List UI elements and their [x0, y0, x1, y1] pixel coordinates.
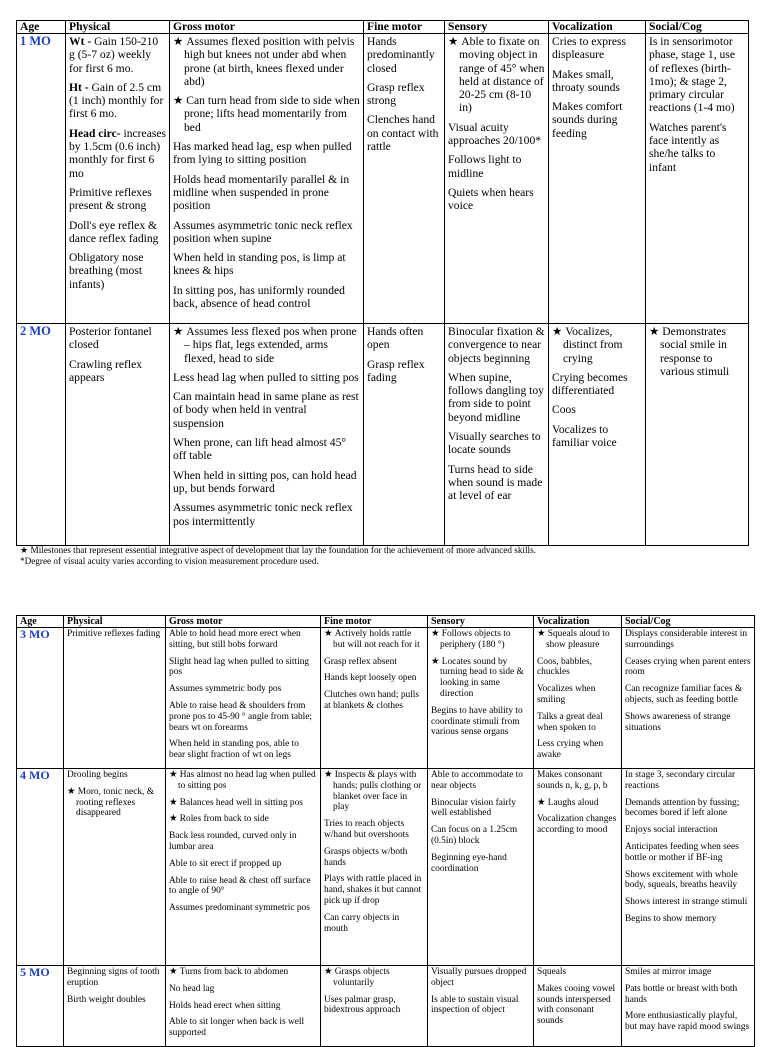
- milestone-item: Has marked head lag, esp when pulled from lying to sitting position: [173, 140, 352, 167]
- age-cell: 2 MO: [17, 324, 66, 546]
- header-sensory: Sensory: [445, 21, 549, 34]
- milestone-item: Enjoys social interaction: [625, 825, 718, 836]
- vocalization-cell: [534, 628, 622, 769]
- milestone-item: Coos, babbles, chuckles: [537, 656, 592, 678]
- sensory-cell: [428, 965, 534, 1046]
- milestone-item: Turns head to side when sound is made at level of ear: [448, 462, 543, 503]
- milestone-item: Follows light to midline: [448, 153, 522, 180]
- milestone-item: Binocular vision fairly well established: [431, 797, 516, 819]
- milestone-item-starred: ★ Grasps objects voluntarily: [324, 967, 424, 989]
- milestone-item: Holds head momentarily parallel & in midline when suspended in prone position: [173, 172, 350, 213]
- header-physical: Physical: [66, 21, 170, 34]
- fine-motor-cell: [321, 965, 428, 1046]
- milestone-item: Tries to reach objects w/hand but overshoots: [324, 819, 409, 840]
- table-header-row: [17, 21, 749, 34]
- milestone-item: Grasp reflex fading: [367, 357, 425, 384]
- milestone-item: Visually pursues dropped object: [431, 966, 527, 988]
- header-age: Age: [17, 21, 66, 34]
- milestone-item: Visual acuity approaches 20/100*: [448, 120, 542, 148]
- milestone-item-starred: ★ Actively holds rattle but will not reach for it: [324, 629, 424, 651]
- milestone-item: Able to sit erect if propped up: [169, 858, 282, 869]
- physical-cell: [66, 34, 170, 324]
- milestone-item: Displays considerable interest in surroundings: [625, 629, 748, 650]
- milestone-item: Plays with rattle placed in hand, shakes it but cannot pick up if drop: [324, 874, 422, 906]
- milestone-item: Shows interest in strange stimuli: [625, 897, 748, 908]
- milestone-item: Begins to have ability to coordinate stimuli from various sense organs: [431, 705, 523, 738]
- sensory-cell: [428, 628, 534, 769]
- milestone-item: Visually searches to locate sounds: [448, 430, 541, 457]
- social-cog-cell: [646, 34, 749, 324]
- milestone-item: Makes cooing vowel sounds interspersed with consonant sounds: [537, 983, 616, 1027]
- milestone-item: Can carry objects in mouth: [324, 912, 400, 934]
- gross-motor-cell: [166, 628, 321, 769]
- milestone-item-starred: ★ Locates sound by turning head to side & looking in same direction: [431, 657, 530, 700]
- milestone-item-starred: ★ Laughs aloud: [537, 798, 618, 809]
- milestone-item: Makes comfort sounds during feeding: [552, 100, 623, 140]
- sensory-cell: [445, 324, 549, 546]
- header-social-cog: Social/Cog: [622, 616, 755, 628]
- milestone-item: Talks a great deal when spoken to: [537, 711, 603, 733]
- table-row: [17, 965, 755, 1046]
- milestone-item: Wt - Gain 150-210 g (5-7 oz) weekly for first 6 mo.: [69, 35, 159, 75]
- milestone-item-starred: ★ Vocalizes, distinct from crying: [552, 325, 642, 365]
- age-cell: 1 MO: [17, 34, 66, 324]
- vocalization-cell: [549, 324, 646, 546]
- item-label: Wt -: [69, 35, 95, 48]
- milestone-item: Ceases crying when parent enters room: [625, 656, 751, 678]
- milestone-item-starred: ★ Follows objects to periphery (180 °): [431, 629, 530, 651]
- milestone-item: Grasps objects w/both hands: [324, 846, 408, 868]
- milestone-item: Grasp reflex strong: [367, 80, 425, 108]
- milestone-item: Makes consonant sounds n, k, g, p, b: [537, 769, 608, 791]
- milestone-item: Watches parent's face intently as she/he talks to infant: [649, 120, 727, 174]
- milestone-item: Able to accommodate to near objects: [431, 769, 523, 791]
- gross-motor-cell: [170, 324, 364, 546]
- physical-cell: [64, 965, 166, 1046]
- milestone-item: Clenches hand on contact with rattle: [367, 113, 439, 154]
- table-row: [17, 628, 755, 769]
- milestone-item: Birth weight doubles: [67, 994, 146, 1005]
- milestone-item: Grasp reflex absent: [324, 656, 397, 667]
- milestone-item: Vocalizes when smiling: [537, 684, 596, 705]
- milestone-item-starred: ★ Turns from back to abdomen: [169, 967, 317, 978]
- age-cell: 3 MO: [17, 628, 64, 769]
- footnote-star: ★ Milestones that represent essential integrative aspect of development that lay the foundation for the achievement of more advanced skills.: [20, 545, 748, 556]
- milestone-item: Hands predominantly closed: [367, 35, 435, 75]
- milestone-item: When held in standing pos, able to bear slight fraction of wt on legs: [169, 739, 299, 761]
- footnote-asterisk: *Degree of visual acuity varies according to vision measurement procedure used.: [20, 556, 319, 566]
- header-physical: Physical: [64, 616, 166, 628]
- milestone-item-starred: ★ Has almost no head lag when pulled to sitting pos: [169, 770, 317, 792]
- social-cog-cell: [622, 768, 755, 965]
- header-fine-motor: Fine motor: [364, 21, 445, 34]
- milestone-item: Able to hold head more erect when sitting, but still bobs forward: [169, 629, 301, 650]
- gross-motor-cell: [166, 768, 321, 965]
- milestone-item: Cries to express displeasure: [552, 35, 627, 62]
- social-cog-cell: [646, 324, 749, 546]
- physical-cell: [66, 324, 170, 546]
- milestone-item: Hands kept loosely open: [324, 673, 417, 684]
- milestone-item: When prone, can lift head almost 45° off table: [173, 436, 347, 463]
- milestone-item: Primitive reflexes present & strong: [69, 185, 152, 213]
- milestone-item: Back less rounded, curved only in lumbar area: [169, 831, 297, 852]
- milestone-item: In stage 3, secondary circular reactions: [625, 769, 736, 791]
- milestone-item: Smiles at mirror image: [625, 966, 712, 977]
- header-social-cog: Social/Cog: [646, 21, 749, 34]
- social-cog-cell: [622, 965, 755, 1046]
- milestone-item: More enthusiastically playful, but may have rapid mood swings: [625, 1011, 750, 1033]
- milestone-item: Pats bottle or breast with both hands: [625, 983, 738, 1005]
- milestone-item-starred: ★ Inspects & plays with hands; pulls clothing or blanket over face in play: [324, 770, 424, 813]
- milestone-item: In sitting pos, has uniformly rounded back, absence of head control: [173, 283, 345, 311]
- table-row: [17, 324, 749, 546]
- header-sensory: Sensory: [428, 616, 534, 628]
- milestone-item: Primitive reflexes fading: [67, 629, 161, 639]
- milestone-item: Assumes asymmetric tonic neck reflex pos intermittently: [173, 501, 353, 528]
- header-fine-motor: Fine motor: [321, 616, 428, 628]
- table-row: [17, 34, 749, 324]
- milestone-item: Hands often open: [367, 325, 424, 352]
- header-gross-motor: Gross motor: [166, 616, 321, 628]
- milestone-item: Able to raise head & chest off surface to angle of 90°: [169, 875, 311, 897]
- milestone-item: Quiets when hears voice: [448, 185, 534, 213]
- milestone-item: When held in sitting pos, can hold head up, but bends forward: [173, 468, 357, 495]
- header-vocalization: Vocalization: [549, 21, 646, 34]
- header-age: Age: [17, 616, 64, 628]
- milestone-item: Beginning signs of tooth eruption: [67, 966, 160, 988]
- fine-motor-cell: [321, 628, 428, 769]
- milestone-item-starred: ★ Can turn head from side to side when prone; lifts head momentarily from bed: [173, 94, 360, 134]
- fine-motor-cell: [364, 324, 445, 546]
- milestone-item: Ht - Gain of 2.5 cm (1 inch) monthly for first 6 mo.: [69, 80, 164, 121]
- milestone-item: Vocalization changes according to mood: [537, 814, 617, 836]
- milestone-item: Binocular fixation & convergence to near objects beginning: [448, 325, 545, 365]
- social-cog-cell: [622, 628, 755, 769]
- milestone-item: Makes small, throaty sounds: [552, 67, 620, 94]
- milestone-item: No head lag: [169, 983, 215, 994]
- milestone-item: Crawling reflex appears: [69, 357, 143, 384]
- milestone-item: Assumes predominant symmetric pos: [169, 903, 310, 914]
- milestone-item: Can recognize familiar faces & objects, such as feeding bottle: [625, 684, 743, 705]
- milestone-item: Holds head erect when sitting: [169, 1000, 281, 1011]
- fine-motor-cell: [321, 768, 428, 965]
- milestone-item: Is able to sustain visual inspection of object: [431, 994, 519, 1016]
- milestone-item-starred: ★ Assumes flexed position with pelvis high but knees not under abd when prone (at birth, knees flexed under abd): [173, 35, 360, 88]
- fine-motor-cell: [364, 34, 445, 324]
- milestone-item: Is in sensorimotor phase, stage 1, use of reflexes (birth-1mo); & stage 2, primary circular reactions (1-4 mo): [649, 35, 735, 115]
- milestones-table-1: [16, 20, 749, 546]
- age-cell: 4 MO: [17, 768, 64, 965]
- milestone-item: Uses palmar grasp, bidextrous approach: [324, 994, 401, 1016]
- milestones-table-2: [16, 615, 755, 1047]
- age-cell: 5 MO: [17, 965, 64, 1046]
- milestone-item-starred: ★ Balances head well in sitting pos: [169, 798, 317, 809]
- milestone-item: Less head lag when pulled to sitting pos: [173, 370, 359, 384]
- gross-motor-cell: [166, 965, 321, 1046]
- header-vocalization: Vocalization: [534, 616, 622, 628]
- gross-motor-cell: [170, 34, 364, 324]
- item-label: Ht -: [69, 80, 92, 94]
- milestone-item: Anticipates feeding when sees bottle or mother if BF-ing: [625, 841, 739, 863]
- physical-cell: [64, 628, 166, 769]
- milestone-item: Obligatory nose breathing (most infants): [69, 251, 144, 291]
- milestone-item: Assumes asymmetric tonic neck reflex position when supine: [173, 218, 353, 245]
- milestone-item: Demands attention by fussing; becomes bored if left alone: [625, 797, 740, 819]
- milestone-item: Posterior fontanel closed: [69, 325, 152, 352]
- milestone-item: Beginning eye-hand coordination: [431, 852, 507, 874]
- milestone-item: Squeals: [537, 966, 567, 977]
- milestone-item-starred: ★ Roles from back to side: [169, 814, 317, 825]
- milestone-item: Shows awareness of strange situations: [625, 711, 731, 733]
- milestone-item: Doll's eye reflex & dance reflex fading: [69, 218, 159, 245]
- sensory-cell: [428, 768, 534, 965]
- table-header-row: [17, 616, 755, 628]
- milestone-item: Able to raise head & shoulders from prone pos to 45-90 ° angle from table; bears wt on forearms: [169, 700, 313, 733]
- physical-cell: [64, 768, 166, 965]
- milestone-item: Can focus on a 1.25cm (0.5in) block: [431, 825, 518, 846]
- milestone-item: Can maintain head in same plane as rest of body when held in ventral suspension: [173, 390, 359, 430]
- milestone-item-starred: ★ Assumes less flexed pos when prone – hips flat, legs extended, arms flexed, head to side: [173, 325, 360, 365]
- footnotes: [20, 545, 748, 567]
- milestone-item-starred: ★ Able to fixate on moving object in range of 45° when held at distance of 20-25 cm (8-10 in): [448, 35, 545, 115]
- milestone-item: When supine, follows dangling toy from side to point beyond midline: [448, 370, 544, 424]
- milestone-item: Coos: [552, 403, 576, 417]
- milestone-item-starred: ★ Squeals aloud to show pleasure: [537, 629, 618, 651]
- milestone-item: Drooling begins: [67, 769, 128, 780]
- milestone-item-starred: ★ Demonstrates social smile in response to various stimuli: [649, 325, 745, 378]
- milestone-item-starred: ★ Moro, tonic neck, & rooting reflexes disappeared: [67, 787, 162, 819]
- milestone-item: Able to sit longer when back is well supported: [169, 1017, 305, 1039]
- milestone-item: Shows excitement with whole body, squeals, breaths heavily: [625, 869, 738, 891]
- table-row: [17, 768, 755, 965]
- milestone-item: When held in standing pos, is limp at knees & hips: [173, 251, 346, 278]
- sensory-cell: [445, 34, 549, 324]
- milestone-item: Crying becomes differentiated: [552, 370, 628, 398]
- vocalization-cell: [549, 34, 646, 324]
- item-label: Head circ-: [69, 126, 121, 140]
- vocalization-cell: [534, 768, 622, 965]
- milestone-item: Head circ- increases by 1.5cm (0.6 inch) monthly for first 6 mo: [69, 126, 167, 180]
- milestone-item: Less crying when awake: [537, 739, 604, 761]
- milestone-item: Begins to show memory: [625, 913, 717, 924]
- milestone-item: Assumes symmetric body pos: [169, 684, 282, 695]
- milestone-item: Clutches own hand; pulls at blankets & clothes: [324, 690, 420, 711]
- milestone-item: Vocalizes to familiar voice: [552, 422, 617, 450]
- milestone-item: Slight head lag when pulled to sitting pos: [169, 656, 310, 678]
- vocalization-cell: [534, 965, 622, 1046]
- header-gross-motor: Gross motor: [170, 21, 364, 34]
